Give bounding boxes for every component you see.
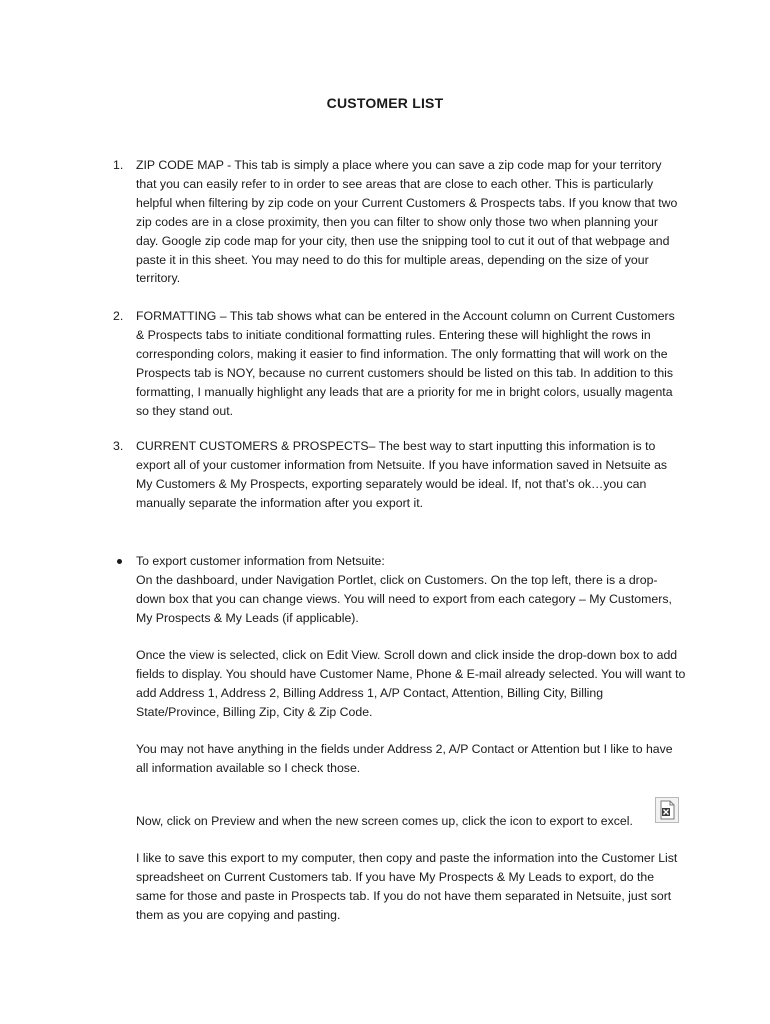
list-item-formatting bbox=[113, 307, 683, 420]
list-item-text: ZIP CODE MAP - This tab is simply a place where you can save a zip code map for your territory that you can easily refer to in order to see areas that are close to each other. This is particularly helpful when filtering by zip code on your Current Customers & Prospects tabs. If you know that two zip codes are in a close proximity, then you can filter to show only those two when planning your day. Google zip code map for your city, then use the snipping tool to cut it out of that webpage and paste it in this sheet. You may need to do this for multiple areas, depending on the size of your territory. bbox=[136, 158, 678, 286]
paragraph-edit-view: Once the view is selected, click on Edit View. Scroll down and click inside the drop-down box to add fields to display. You should have Customer Name, Phone & E-mail already selected. You will want to add Address 1, Address 2, Billing Address 1, A/P Contact, Attention, Billing City, Billing State/Province, Billing Zip, City & Zip Code. bbox=[136, 648, 686, 719]
list-number: 3. bbox=[113, 439, 124, 453]
bullet-icon bbox=[117, 559, 122, 564]
list-number: 1. bbox=[113, 158, 124, 172]
paragraph-save-export: I like to save this export to my computer, then copy and paste the information into the Customer List spreadsheet on Current Customers tab. If you have My Prospects & My Leads to export, do the same for those and paste in Prospects tab. If you do not have them separated in Netsuite, just sort them as you are copying and pasting. bbox=[136, 851, 678, 922]
list-item-zip-code-map bbox=[113, 156, 683, 288]
bullet-text: On the dashboard, under Navigation Portlet, click on Customers. On the top left, there is a drop-down box that you can change views. You will need to export from each category – My Customers, My Prospects & My Leads (if applicable). bbox=[136, 572, 672, 625]
list-item-text: CURRENT CUSTOMERS & PROSPECTS– The best way to start inputting this information is to export all of your customer information from Netsuite. If you have information saved in Netsuite as My Customers & My Prospects, exporting separately would be ideal. If, not that’s ok…you can manually separate the information after you export it. bbox=[136, 439, 668, 510]
bullet-item-export bbox=[113, 552, 683, 628]
list-item-current-customers bbox=[113, 437, 683, 513]
document-title: CUSTOMER LIST bbox=[326, 95, 444, 111]
excel-export-icon bbox=[655, 797, 679, 823]
bullet-heading: To export customer information from Netsuite: bbox=[136, 554, 385, 568]
list-number: 2. bbox=[113, 309, 124, 323]
paragraph-preview: Now, click on Preview and when the new screen comes up, click the icon to export to excel. bbox=[136, 814, 633, 828]
list-item-text: FORMATTING – This tab shows what can be entered in the Account column on Current Customers & Prospects tabs to initiate conditional formatting rules. Entering these will highlight the rows in corresponding colors, making it easier to find information. The only formatting that will work on the Prospects tab is NOY, because no current customers should be listed on this tab. In addition to this formatting, I manually highlight any leads that are a priority for me in bright colors, usually magenta so they stand out. bbox=[136, 309, 675, 418]
bullet-body bbox=[136, 552, 683, 628]
paragraph-address-fields: You may not have anything in the fields under Address 2, A/P Contact or Attention but I like to have all information available so I check those. bbox=[136, 742, 673, 775]
